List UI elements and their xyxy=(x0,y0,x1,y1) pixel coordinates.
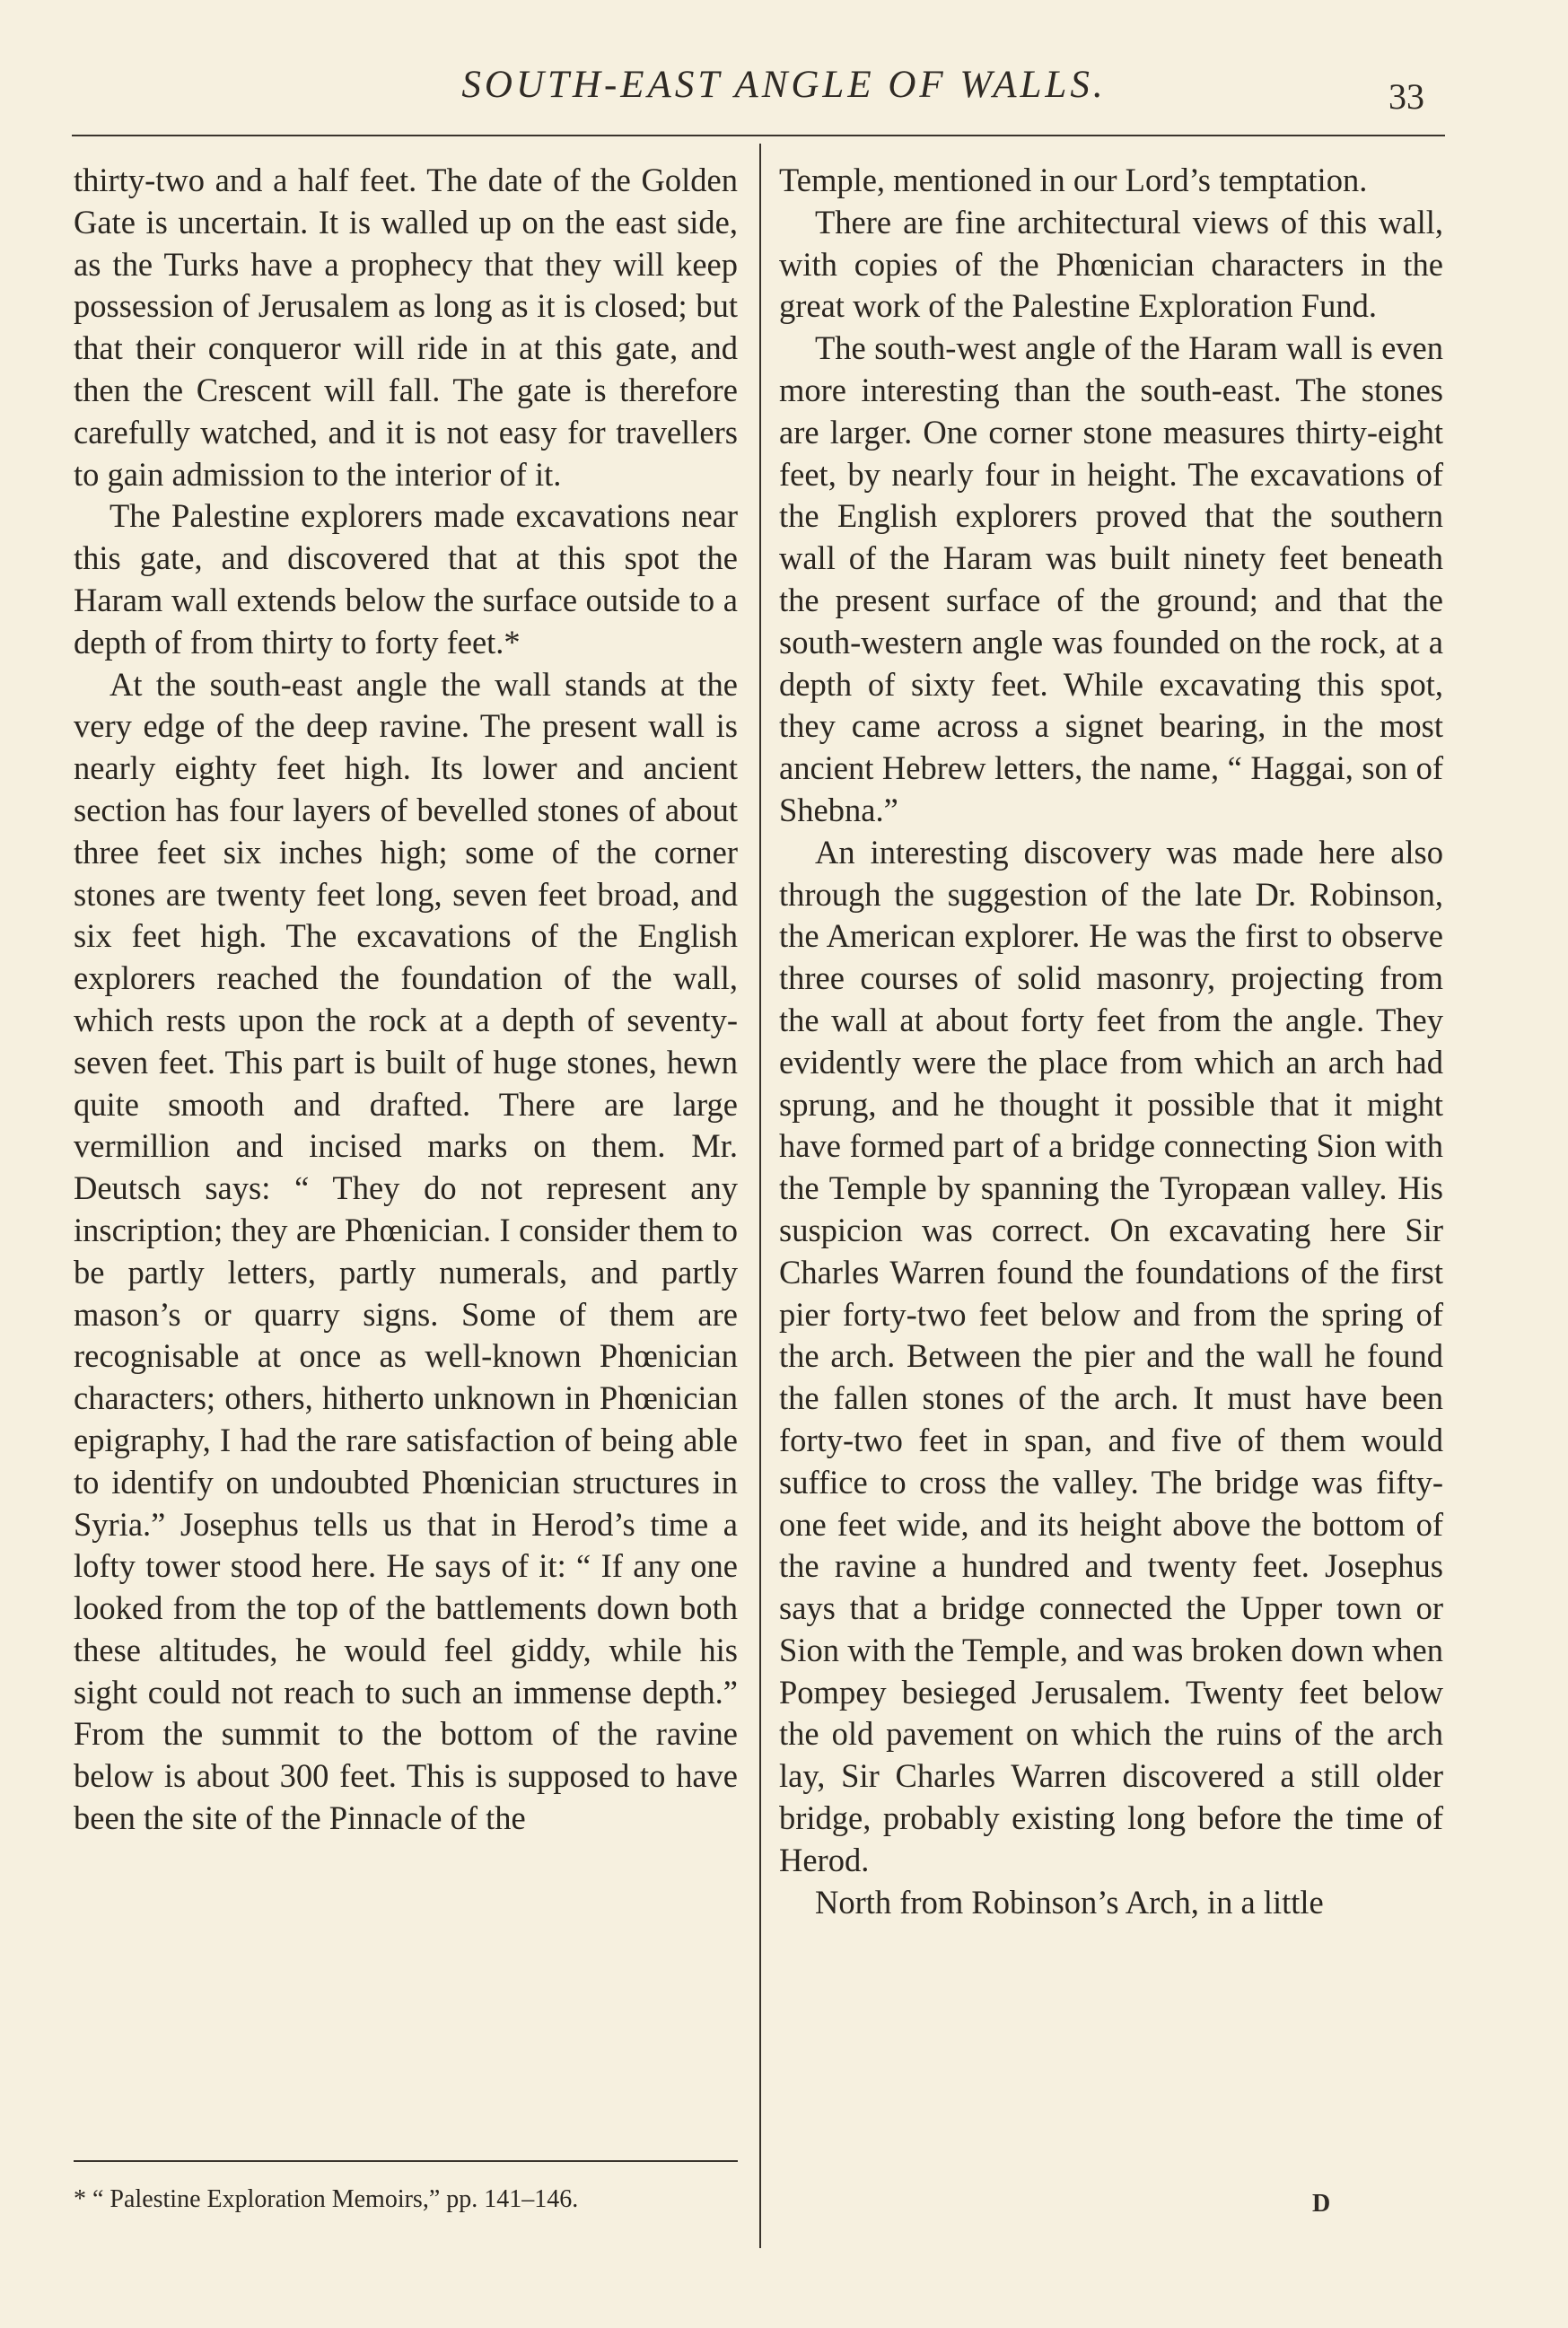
footnote-rule xyxy=(74,2160,738,2162)
right-column xyxy=(779,160,1443,1923)
paragraph: thirty-two and a half feet. The date of the Golden Gate is uncertain. It is walled up on the east side, as the Turks have a prophecy that they will keep possession of Jerusalem as long as it is closed; but that their conqueror will ride in at this gate, and then the Crescent will fall. The gate is therefore carefully watched, and it is not easy for travellers to gain admission to the interior of it. xyxy=(74,162,738,493)
running-head xyxy=(0,63,1568,117)
paragraph: The south-west angle of the Haram wall is even more interesting than the south-east. The stones are larger. One corner stone measures thirty-eight feet, by nearly four in height. The excavations of the English explorers proved that the southern wall of the Haram was built ninety feet beneath the present surface of the ground; and that the south-western angle was founded on the rock, at a depth of sixty feet. While excavating this spot, they came across a signet bearing, in the most ancient Hebrew letters, the name, “ Haggai, son of Shebna.” xyxy=(779,329,1443,828)
running-title: SOUTH-EAST ANGLE OF WALLS. xyxy=(461,64,1107,106)
paragraph: The Palestine explorers made excavations near this gate, and discovered that at this spot the Haram wall extends below the surface outside to a depth of from thirty to forty feet.* xyxy=(74,497,738,661)
signature-mark: D xyxy=(1312,2190,1331,2218)
page-number: 33 xyxy=(1388,76,1424,117)
paragraph: North from Robinson’s Arch, in a little xyxy=(815,1883,1324,1921)
paragraph: An interesting discovery was made here also through the suggestion of the late Dr. Robinson, the American explorer. He was the first to observe three courses of solid masonry, projecting from the wall at about forty feet from the angle. They evidently were the place from which an arch had sprung, and he thought it possible that it might have formed part of a bridge connecting Sion with the Temple by spanning the Tyropæan valley. His suspicion was correct. On excavating here Sir Charles Warren found the foundations of the first pier forty-two feet below and from the spring of the arch. Between the pier and the wall he found the fallen stones of the arch. It must have been forty-two feet in span, and five of them would suffice to cross the valley. The bridge was fifty-one feet wide, and its height above the bottom of the ravine a hundred and twenty feet. Josephus says that a bridge connected the Upper town or Sion with the Temple, and was broken down when Pompey besieged Jerusalem. Twenty feet below the old pavement on which the ruins of the arch lay, Sir Charles Warren discovered a still older bridge, probably existing long before the time of Herod. xyxy=(779,833,1443,1878)
footnote: * “ Palestine Exploration Memoirs,” pp. 141–146. xyxy=(74,2185,579,2213)
left-column xyxy=(74,160,738,1840)
paragraph: There are fine architectural views of this wall, with copies of the Phœnician characters in the great work of the Palestine Exploration Fund. xyxy=(779,203,1443,325)
paragraph: Temple, mentioned in our Lord’s temptation. xyxy=(779,162,1368,198)
header-rule xyxy=(72,135,1445,136)
paragraph: At the south-east angle the wall stands at the very edge of the deep ravine. The present wall is nearly eighty feet high. Its lower and ancient section has four layers of bevelled stones of about three feet six inches high; some of the corner stones are twenty feet long, seven feet broad, and six feet high. The excavations of the English explorers reached the foundation of the wall, which rests upon the rock at a depth of seventy-seven feet. This part is built of huge stones, hewn quite smooth and drafted. There are large vermillion and incised marks on them. Mr. Deutsch says: “ They do not represent any inscription; they are Phœnician. I consider them to be partly letters, partly numerals, and partly mason’s or quarry signs. Some of them are recognisable at once as well-known Phœnician characters; others, hitherto unknown in Phœnician epigraphy, I had the rare satisfaction of being able to identify on undoubted Phœnician structures in Syria.” Josephus tells us that in Herod’s time a lofty tower stood here. He says of it: “ If any one looked from the top of the battlements down both these altitudes, he would feel giddy, while his sight could not reach to such an immense depth.” From the summit to the bottom of the ravine below is about 300 feet. This is supposed to have been the site of the Pinnacle of the xyxy=(74,665,738,1837)
column-divider xyxy=(759,144,761,2248)
